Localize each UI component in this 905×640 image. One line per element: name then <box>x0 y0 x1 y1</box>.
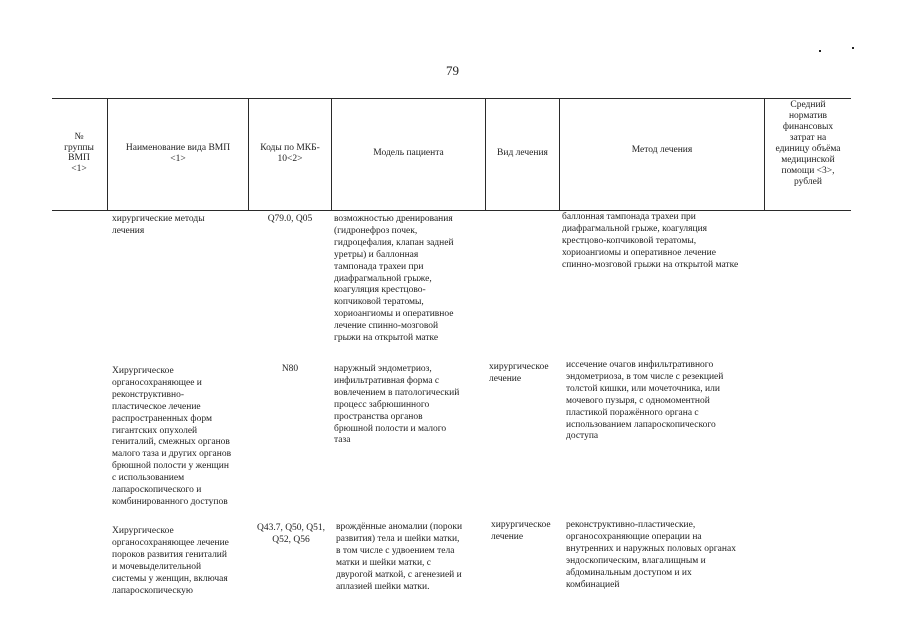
header-treatment-method: Метод лечения <box>631 145 693 155</box>
row2-icd-codes: N80 <box>281 364 299 374</box>
header-icd-codes: Коды по МКБ- 10<2> <box>260 143 320 164</box>
row3-vmp-name: Хирургическое органосохраняющее лечение пороков развития гениталий и мочевыделительной системы у женщин, включая лапароскопическую <box>112 526 229 596</box>
row2-patient-model: наружный эндометриоз, инфильтративная форма с вовлечением в патологический процесс забрюшинного пространства органов брюшной полости и малого таза <box>334 364 460 446</box>
page-number: 79 <box>446 63 459 78</box>
row3-patient-model: врождённые аномалии (пороки развития) тела и шейки матки, в том числе с удвоением тела матки и шейки матки, с двурогой маткой, с агенезией и аплазией шейки матки. <box>336 522 463 592</box>
table-header-rule <box>52 210 851 211</box>
row3-treatment-method: реконструктивно-пластические, органосохраняющие операции на внутренних и наружных половых органах эндоскопическим, влагалищным и абдоминальным доступом и их комбинацией <box>566 520 736 590</box>
scan-speck <box>819 50 821 52</box>
table-top-rule <box>52 98 851 99</box>
header-treatment-type: Вид лечения <box>497 148 548 158</box>
row3-treatment-type: хирургическое лечение <box>491 520 551 542</box>
header-vmp-name: Наименование вида ВМП <1> <box>125 143 231 164</box>
row1-vmp-name: хирургические методы лечения <box>112 214 205 236</box>
header-group-number: № группы ВМП <1> <box>64 132 94 174</box>
row2-treatment-method: иссечение очагов инфильтративного эндометриоза, в том числе с резекцией толстой кишки, или мочеточника, или мочевого пузыря, с одномоментной пластикой поражённого органа с использованием лапароскопического доступа <box>566 360 724 442</box>
row3-icd-codes: Q43.7, Q50, Q51, Q52, Q56 <box>256 523 326 545</box>
scan-speck <box>852 47 854 49</box>
row2-treatment-type: хирургическое лечение <box>489 362 549 384</box>
row1-icd-codes: Q79.0, Q05 <box>267 214 313 224</box>
row1-treatment-method: баллонная тампонада трахеи при диафрагмальной грыже, коагуляция крестцово-копчиковой тератомы, хориоангиомы и оперативное лечение спинно-мозговой грыжи на открытой матке <box>562 212 739 270</box>
header-patient-model: Модель пациента <box>373 148 444 158</box>
row1-patient-model: возможностью дренирования (гидронефроз почек, гидроцефалия, клапан задней уретры) и баллонная тампонада трахеи при диафрагмальной грыже, коагуляция крестцово- копчиковой тератомы, хориоангиомы и оперативное лечение спинно-мозговой грыжи на открытой матке <box>334 214 454 344</box>
header-avg-cost: Средний норматив финансовых затрат на единицу объёма медицинской помощи <3>, рублей <box>775 100 841 187</box>
row2-vmp-name: Хирургическое органосохраняющее и реконструктивно- пластическое лечение распространенных форм гигантских опухолей гениталий, смежных органов малого таза и других органов брюшной полости у женщин с использованием лапароскопического и комбинированного доступов <box>112 366 232 507</box>
